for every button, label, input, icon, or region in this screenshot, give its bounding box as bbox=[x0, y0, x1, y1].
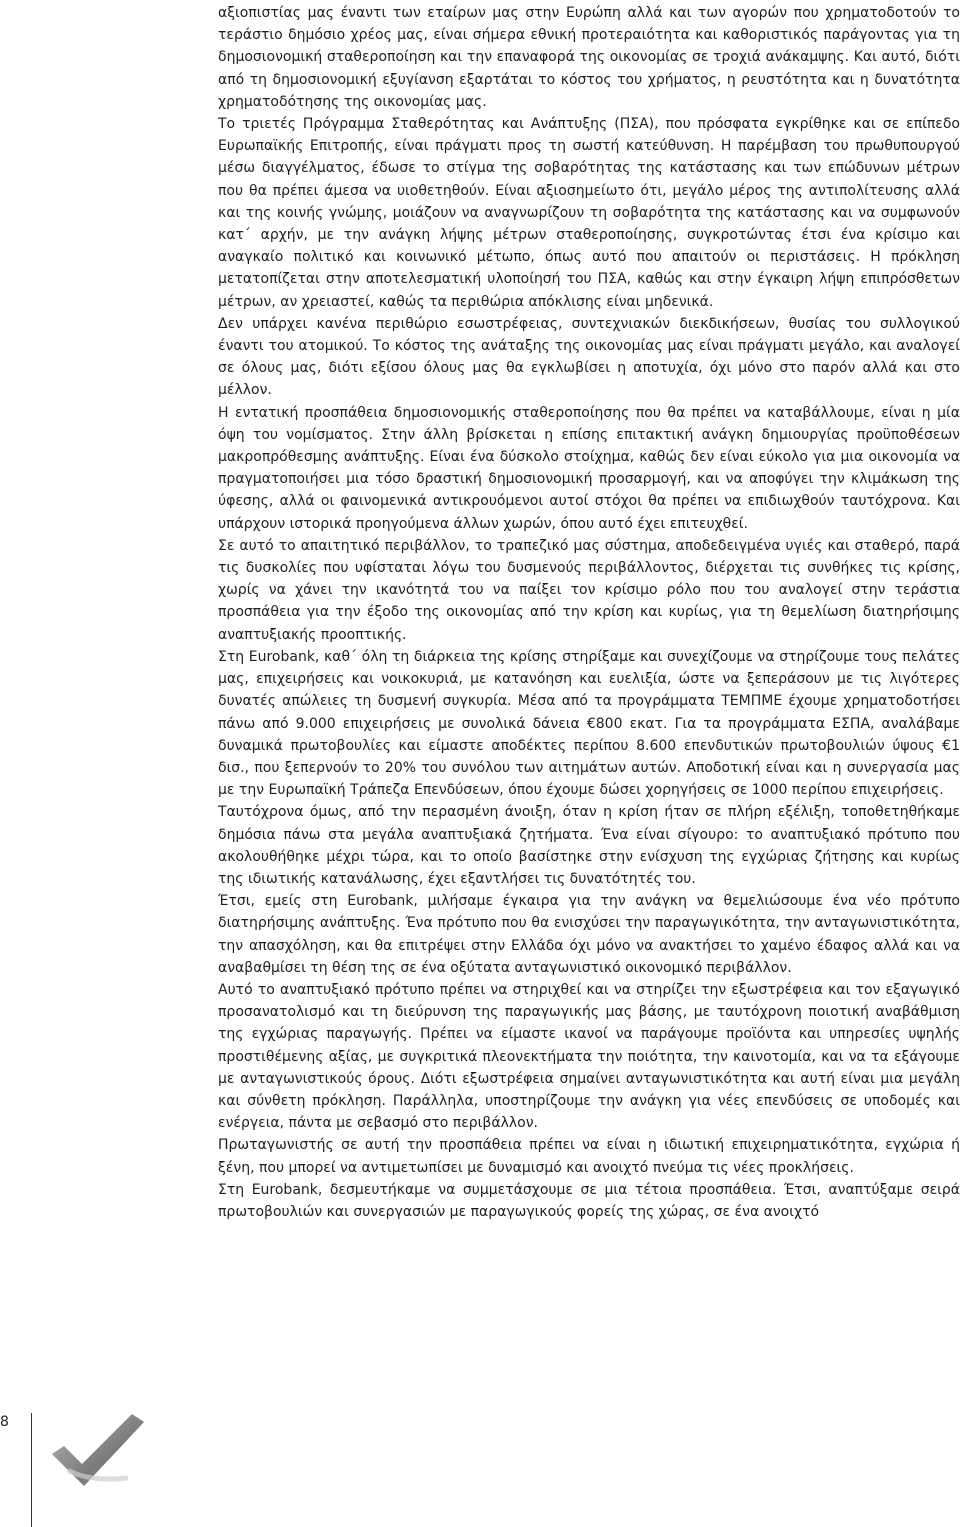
paragraph: Η εντατική προσπάθεια δημοσιονομικής σταθεροποίησης που θα πρέπει να καταβάλλουμε, είναι η μία όψη του νομίσματος. Στην άλλη βρίσκεται η επίσης επιτακτική ανάγκη δημιουργίας προϋποθέσεων μακροπρόθεσμης ανάπτυξης. Είναι ένα δύσκολο στοίχημα, καθώς δεν είναι εύκολο για μια οικονομία να πραγματοποιήσει μια τόσο δραστική δημοσιονομική προσαρμογή, και να αποφύγει την κλιμάκωση της ύφεσης, αλλά οι φαινομενικά αντικρουόμενοι αυτοί στόχοι θα πρέπει να επιδιωχθούν ταυτόχρονα. Και υπάρχουν ιστορικά προηγούμενα άλλων χωρών, όπου αυτό έχει επιτευχθεί. bbox=[218, 404, 960, 532]
paragraph: Αυτό το αναπτυξιακό πρότυπο πρέπει να στηριχθεί και να στηρίζει την εξωστρέφεια και τον εξαγωγικό προσανατολισμό και τη διεύρυνση της παραγωγικής μας βάσης, με ταυτόχρονη ποιοτική αναβάθμιση της εγχώριας παραγωγής. Πρέπει να είμαστε ικανοί να παράγουμε προϊόντα και υπηρεσίες υψηλής προστιθέμενης αξίας, με συγκριτικά πλεονεκτήματα την ποιότητα, την καινοτομία, και να τα εξάγουμε με ανταγωνιστικούς όρους. Διότι εξωστρέφεια σημαίνει ανταγωνιστικότητα και αυτή είναι μια μεγάλη και σύνθετη πρόκληση. Παράλληλα, υποστηρίζουμε την ανάγκη για νέες επενδύσεις σε υποδομές και ενέργεια, πάντα με σεβασμό στο περιβάλλον. bbox=[218, 981, 960, 1132]
document-body bbox=[218, 2, 960, 1223]
paragraph: Δεν υπάρχει κανένα περιθώριο εσωστρέφειας, συντεχνιακών διεκδικήσεων, θυσίας του συλλογικού έναντι του ατομικού. Το κόστος της ανάταξης της οικονομίας μας είναι πράγματι μεγάλο, και αναλογεί σε όλους μας, διότι εξίσου όλους μας θα εγκλωβίσει η αποτυχία, όχι μόνο στο παρόν αλλά και στο μέλλον. bbox=[218, 315, 960, 399]
paragraph: Πρωταγωνιστής σε αυτή την προσπάθεια πρέπει να είναι η ιδιωτική επιχειρηματικότητα, εγχώρια ή ξένη, που μπορεί να αντιμετωπίσει με δυναμισμό και ανοιχτό πνεύμα τις νέες προκλήσεις. bbox=[218, 1137, 960, 1176]
paragraph: Στη Eurobank, καθ΄ όλη τη διάρκεια της κρίσης στηρίξαμε και συνεχίζουμε να στηρίζουμε τους πελάτες μας, επιχειρήσεις και νοικοκυριά, με κατανόηση και ευελιξία, ώστε να ξεπεράσουν με τις λιγότερες δυνατές απώλειες τη δυσμενή συγκυρία. Μέσα από τα προγράμματα ΤΕΜΠΜΕ έχουμε χρηματοδοτήσει πάνω από 9.000 επιχειρήσεις με συνολικά δάνεια €800 εκατ. Για τα προγράμματα ΕΣΠΑ, αναλάβαμε δυναμικά πρωτοβουλίες και είμαστε αποδέκτες περίπου 8.600 επενδυτικών πρωτοβουλιών ύψους €1 δισ., που ξεπερνούν το 20% του συνόλου των αιτημάτων αυτών. Αποδοτική είναι και η συνεργασία μας με την Ευρωπαϊκή Τράπεζα Επενδύσεων, όπου έχουμε δώσει χορηγήσεις σε 1000 περίπου επιχειρήσεις. bbox=[218, 648, 960, 799]
paragraph: Σε αυτό το απαιτητικό περιβάλλον, το τραπεζικό μας σύστημα, αποδεδειγμένα υγιές και σταθερό, παρά τις δυσκολίες που υφίσταται λόγω του δυσμενούς περιβάλλοντος, διέρχεται τις συνθήκες τις κρίσης, χωρίς να χάνει την ικανότητά του να παίξει τον κρίσιμο ρόλο που του αναλογεί στην τεράστια προσπάθεια για την έξοδο της οικονομίας από την κρίση και κυρίως, για τη θεμελίωση διατηρήσιμης αναπτυξιακής προοπτικής. bbox=[218, 537, 960, 643]
checkmark-icon bbox=[48, 1406, 148, 1496]
page-number: 8 bbox=[0, 1414, 9, 1430]
paragraph: Ταυτόχρονα όμως, από την περασμένη άνοιξη, όταν η κρίση ήταν σε πλήρη εξέλιξη, τοποθετηθήκαμε δημόσια πάνω στα μεγάλα αναπτυξιακά ζητήματα. Ένα είναι σίγουρο: το αναπτυξιακό πρότυπο που ακολουθήθηκε μέχρι τώρα, και το οποίο βασίστηκε στην ενίσχυση της εγχώριας ζήτησης και κυρίως της ιδιωτικής κατανάλωσης, έχει εξαντλήσει τις δυνατότητές του. bbox=[218, 804, 960, 887]
paragraph: Στη Eurobank, δεσμευτήκαμε να συμμετάσχουμε σε μια τέτοια προσπάθεια. Έτσι, αναπτύξαμε σειρά πρωτοβουλιών και συνεργασιών με παραγωγικούς φορείς της χώρας, σε ένα ανοιχτό bbox=[218, 1181, 960, 1220]
margin-divider bbox=[31, 1413, 32, 1527]
paragraph: Το τριετές Πρόγραμμα Σταθερότητας και Ανάπτυξης (ΠΣΑ), που πρόσφατα εγκρίθηκε και σε επίπεδο Ευρωπαϊκής Επιτροπής, είναι πράγματι προς τη σωστή κατεύθυνση. Η παρέμβαση του πρωθυπουργού μέσω διαγγέλματος, έδωσε το στίγμα της σοβαρότητας της κατάστασης και των επώδυνων μέτρων που θα πρέπει άμεσα να υιοθετηθούν. Είναι αξιοσημείωτο ότι, μεγάλο μέρος της αντιπολίτευσης αλλά και της κοινής γνώμης, μοιάζουν να αναγνωρίζουν τη σοβαρότητα της κατάστασης και να συμφωνούν κατ΄ αρχήν, με την ανάγκη λήψης μέτρων σταθεροποίησης, συγκροτώντας έτσι ένα κρίσιμο και αναγκαίο πολιτικό και κοινωνικό μέτωπο, όπως αυτό που απαιτούν οι περιστάσεις. Η πρόκληση μετατοπίζεται στην αποτελεσματική υλοποίησή του ΠΣΑ, καθώς και στην έγκαιρη λήψη επιπρόσθετων μέτρων, αν χρειαστεί, καθώς τα περιθώρια απόκλισης είναι μηδενικά. bbox=[218, 116, 960, 310]
paragraph: Έτσι, εμείς στη Eurobank, μιλήσαμε έγκαιρα για την ανάγκη να θεμελιώσουμε ένα νέο πρότυπο διατηρήσιμης ανάπτυξης. Ένα πρότυπο που θα ενισχύσει την παραγωγικότητα, την ανταγωνιστικότητα, την απασχόληση, και θα επιτρέψει στην Ελλάδα όχι μόνο να ανακτήσει το χαμένο έδαφος αλλά και να αναβαθμίσει τη θέση της σε ένα οξύτατα ανταγωνιστικό οικονομικό περιβάλλον. bbox=[218, 893, 960, 976]
paragraph: αξιοπιστίας μας έναντι των εταίρων μας στην Ευρώπη αλλά και των αγορών που χρηματοδοτούν το τεράστιο δημόσιο χρέος μας, είναι σήμερα εθνική προτεραιότητα και καθοριστικός παράγοντας για τη δημοσιονομική σταθεροποίηση και την επαναφορά της οικονομίας σε τροχιά ανάκαμψης. Και αυτό, διότι από τη δημοσιονομική εξυγίανση εξαρτάται το κόστος του χρήματος, η ρευστότητα και η δυνατότητα χρηματοδότησης της οικονομίας μας. bbox=[218, 5, 960, 110]
